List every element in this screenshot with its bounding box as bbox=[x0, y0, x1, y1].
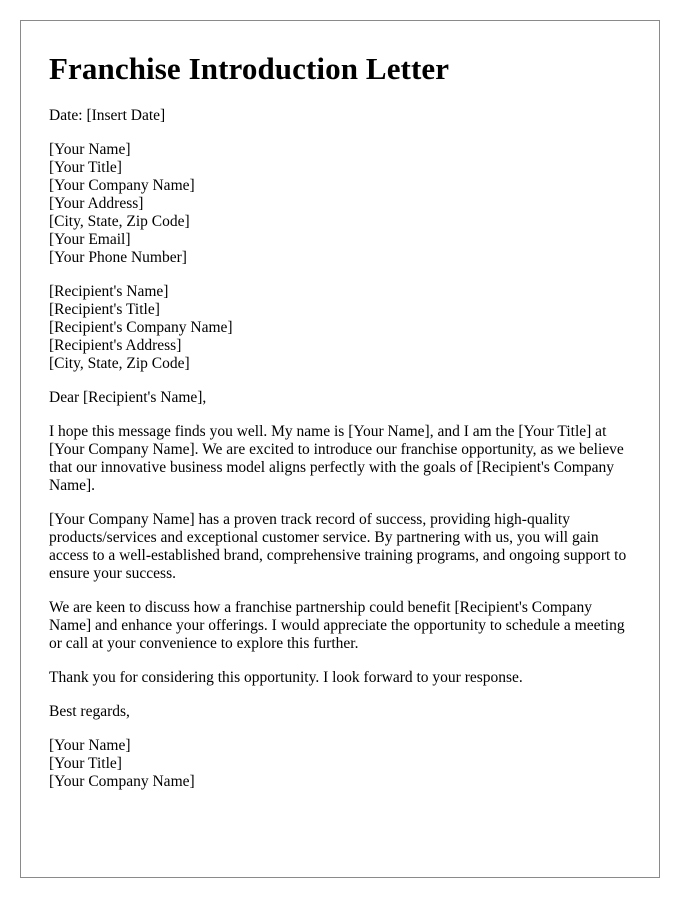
sender-title: [Your Title] bbox=[49, 159, 122, 176]
sender-email: [Your Email] bbox=[49, 231, 131, 248]
body-paragraph-benefits: [Your Company Name] has a proven track record of success, providing high-quality products/services and exceptional customer service. By partnering with us, you will gain access to a well-established brand, comprehensive training programs, and ongoing support to ensure your success. bbox=[49, 511, 627, 582]
signature-title: [Your Title] bbox=[49, 755, 122, 772]
signature-block bbox=[49, 737, 631, 791]
body-paragraph-meeting-request: We are keen to discuss how a franchise partnership could benefit [Recipient's Company Name] and enhance your offerings. I would appreciate the opportunity to schedule a meeting or call at your convenience to explore this further. bbox=[49, 599, 625, 652]
sender-phone: [Your Phone Number] bbox=[49, 249, 187, 266]
letter-date: Date: [Insert Date] bbox=[49, 107, 166, 124]
letter-title: Franchise Introduction Letter bbox=[49, 51, 450, 86]
salutation: Dear [Recipient's Name], bbox=[49, 389, 207, 406]
sender-name: [Your Name] bbox=[49, 141, 131, 158]
body-paragraph-intro: I hope this message finds you well. My name is [Your Name], and I am the [Your Title] at [Your Company Name]. We are excited to introduce our franchise opportunity, as we believe that our innovative business model aligns perfectly with the goals of [Recipient's Company Name]. bbox=[49, 423, 624, 494]
signature-name: [Your Name] bbox=[49, 737, 131, 754]
recipient-address-block bbox=[49, 283, 631, 373]
closing: Best regards, bbox=[49, 703, 130, 720]
recipient-city-state-zip: [City, State, Zip Code] bbox=[49, 355, 190, 372]
letter-page bbox=[20, 20, 660, 878]
sender-address: [Your Address] bbox=[49, 195, 144, 212]
recipient-name: [Recipient's Name] bbox=[49, 283, 169, 300]
sender-address-block bbox=[49, 141, 631, 267]
sender-company: [Your Company Name] bbox=[49, 177, 195, 194]
recipient-company: [Recipient's Company Name] bbox=[49, 319, 233, 336]
recipient-address: [Recipient's Address] bbox=[49, 337, 182, 354]
body-paragraph-thanks: Thank you for considering this opportunity. I look forward to your response. bbox=[49, 669, 523, 686]
recipient-title: [Recipient's Title] bbox=[49, 301, 160, 318]
signature-company: [Your Company Name] bbox=[49, 773, 195, 790]
sender-city-state-zip: [City, State, Zip Code] bbox=[49, 213, 190, 230]
